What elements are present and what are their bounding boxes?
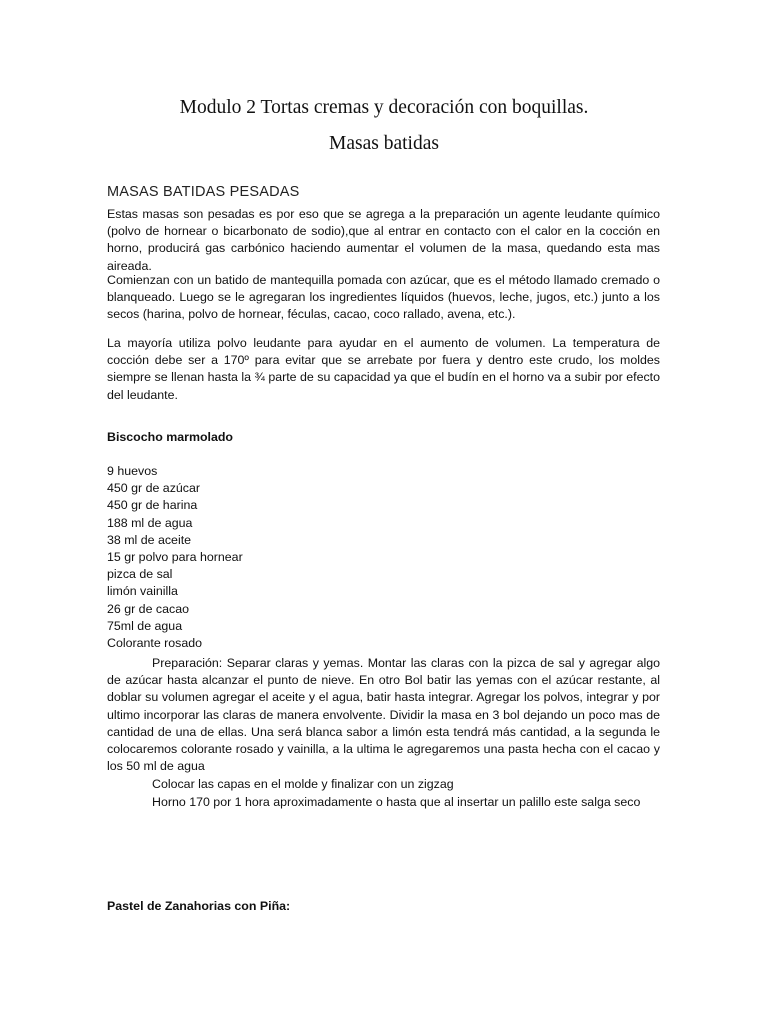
intro-paragraph-2: Comienzan con un batido de mantequilla pomada con azúcar, que es el método llamado cremado o blanqueado. Luego se le agregaran los ingredientes líquidos (huevos, leche, jugos, etc.) junto a los secos (harina, polvo de hornear, féculas, cacao, coco rallado, avena, etc.). xyxy=(107,273,660,322)
next-recipe-title: Pastel de Zanahorias con Piña: xyxy=(107,899,291,913)
ingredient-item: 38 ml de aceite xyxy=(107,532,192,547)
document-title: Modulo 2 Tortas cremas y decoración con boquillas. xyxy=(179,97,589,118)
ingredient-item: Colorante rosado xyxy=(107,635,203,650)
ingredient-item: 9 huevos xyxy=(107,464,158,478)
ingredient-item: 188 ml de agua xyxy=(107,515,193,530)
ingredient-list xyxy=(107,463,660,652)
intro-paragraph-1: Estas masas son pesadas es por eso que se agrega a la preparación un agente leudante químico (polvo de hornear o bicarbonato de sodio),que al entrar en contacto con el calor en la cocción en horno, producirá gas carbónico haciendo aumentar el volumen de la masa, quedando esta mas aireada. xyxy=(107,207,660,273)
section-heading: MASAS BATIDAS PESADAS xyxy=(107,184,300,200)
preparation-paragraph: Preparación: Separar claras y yemas. Montar las claras con la pizca de sal y agregar algo de azúcar hasta alcanzar el punto de nieve. En otro Bol batir las yemas con el azúcar restante, al doblar su volumen agregar el aceite y el agua, batir hasta integrar. Agregar los polvos, integrar y por ultimo incorporar las claras de manera envolvente. Dividir la masa en 3 bol dejando un poco mas de cantidad de una de ellas. Una será blanca sabor a limón esta tendrá más cantidad, a la segunda le colocaremos colorante rosado y vainilla, a la ultima le agregaremos una pasta hecha con el cacao y los 50 ml de agua xyxy=(107,656,660,774)
document-subtitle: Masas batidas xyxy=(329,133,439,154)
ingredient-item: 26 gr de cacao xyxy=(107,601,189,616)
ingredient-item: 15 gr polvo para hornear xyxy=(107,549,243,564)
ingredient-item: 450 gr de harina xyxy=(107,498,198,513)
preparation-layers-step: Colocar las capas en el molde y finalizar con un zigzag xyxy=(152,777,454,791)
ingredient-item: 75ml de agua xyxy=(107,618,183,633)
ingredient-item: 450 gr de azúcar xyxy=(107,481,200,496)
recipe-title: Biscocho marmolado xyxy=(107,430,233,444)
intro-paragraph-3: La mayoría utiliza polvo leudante para ayudar en el aumento de volumen. La temperatura de cocción debe ser a 170º para evitar que se arrebate por fuera y dentro este crudo, los moldes siempre se llenan hasta la ¾ parte de su capacidad ya que el budín en el horno va a subir por efecto del leudante. xyxy=(107,336,660,402)
ingredient-item: limón vainilla xyxy=(107,584,178,599)
ingredient-item: pizca de sal xyxy=(107,567,173,582)
preparation-oven-step: Horno 170 por 1 hora aproximadamente o hasta que al insertar un palillo este salga seco xyxy=(152,795,641,809)
